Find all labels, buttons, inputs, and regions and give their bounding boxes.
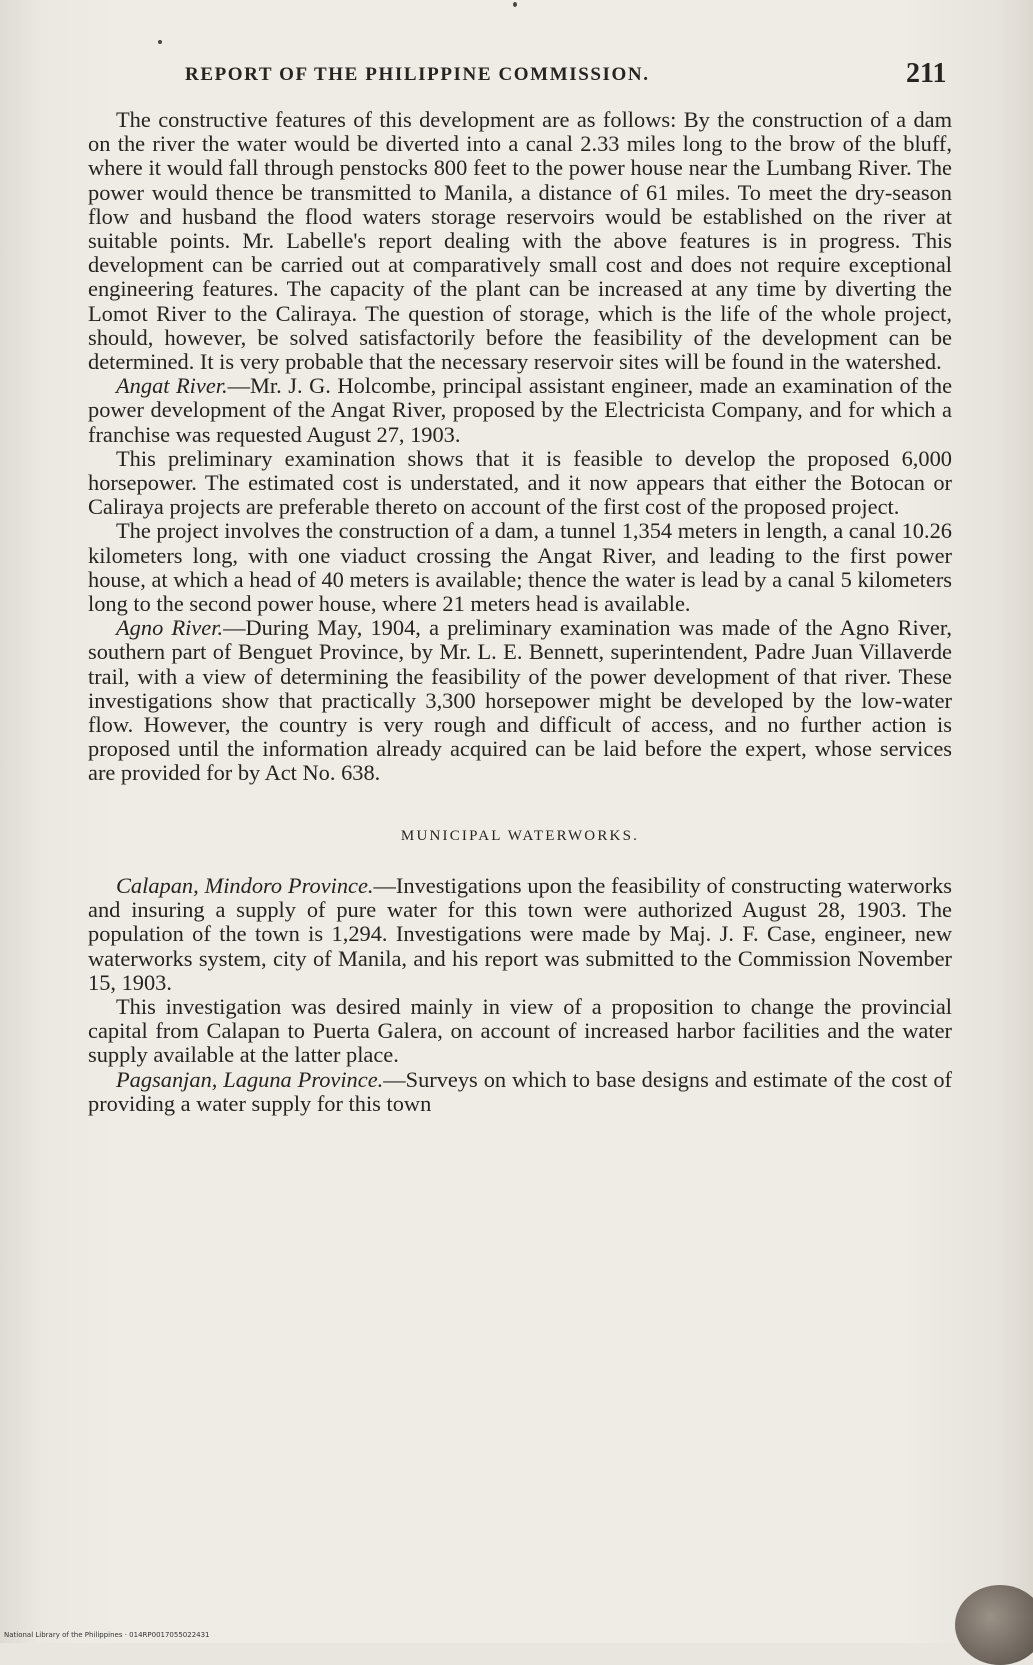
- page-header: [0, 58, 1033, 98]
- scan-credit: National Library of the Philippines · 014RP0017055022431: [4, 1631, 210, 1639]
- page-number: 211: [906, 58, 947, 89]
- agno-river-lead: Agno River.: [116, 615, 224, 641]
- body-text: [88, 108, 952, 1116]
- paragraph-investigation-desired: This investigation was desired mainly in view of a proposition to change the provincial capital from Calapan to Puerta Galera, on account of increased harbor facilities and the water supply available at the latter place.: [88, 993, 952, 1068]
- angat-river-lead: Angat River.: [116, 373, 228, 399]
- section-heading: MUNICIPAL WATERWORKS.: [400, 827, 640, 844]
- pagsanjan-lead: Pagsanjan, Laguna Province.: [116, 1066, 384, 1092]
- paragraph-pagsanjan: [88, 1068, 952, 1116]
- running-title: REPORT OF THE PHILIPPINE COMMISSION.: [185, 64, 650, 85]
- paragraph-constructive-features: The constructive features of this development are as follows: By the construction of a dam on the river the water would be diverted into a canal 2.33 miles long to the brow of the bluff, where it would fall through penstocks 800 feet to the power house near the Lumbang River. The power would thence be transmitted to Manila, a distance of 61 miles. To meet the dry-season flow and husband the flood waters storage reservoirs would be established on the river at suitable points. Mr. Labelle's report dealing with the above features is in progress. This development can be carried out at comparatively small cost and does not require exceptional engineering features. The capacity of the plant can be increased at any time by diverting the Lomot River to the Caliraya. The question of storage, which is the life of the whole project, should, however, be solved satisfactorily before the feasibility of the development can be determined. It is very probable that the necessary reservoir sites will be found in the watershed.: [88, 107, 952, 375]
- paragraph-angat-river: [88, 374, 952, 447]
- paragraph-agno-river: [88, 616, 952, 785]
- paragraph-preliminary-examination: This preliminary examination shows that it is feasible to develop the proposed 6,000 horsepower. The estimated cost is understated, and it now appears that either the Botocan or Caliraya projects are preferable thereto on account of the first cost of the proposed project.: [88, 445, 952, 520]
- calapan-text: —Investigations upon the feasibility of constructing waterworks and insuring a supply of pure water for this town were authorized August 28, 1903. The population of the town is 1,294. Investigations were made by Maj. J. F. Case, engineer, new waterworks system, city of Manila, and his report was submitted to the Commission November 15, 1903.: [88, 872, 953, 995]
- calapan-lead: Calapan, Mindoro Province.: [116, 872, 374, 898]
- pagsanjan-text: —Surveys on which to base designs and estimate of the cost of providing a water supply for this town: [88, 1066, 952, 1116]
- scanner-thumb: [955, 1585, 1033, 1665]
- paragraph-project-involves: The project involves the construction of a dam, a tunnel 1,354 meters in length, a canal 10.26 kilometers long, with one viaduct crossing the Angat River, and leading to the first power house, at which a head of 40 meters is available; thence the water is lead by a canal 5 kilometers long to the second power house, where 21 meters head is available.: [88, 518, 952, 617]
- angat-river-text: —Mr. J. G. Holcombe, principal assistant engineer, made an examination of the power development of the Angat River, proposed by the Electricista Company, and for which a franchise was requested August 27, 1903.: [88, 373, 953, 447]
- speck: [158, 40, 162, 44]
- speck: [513, 2, 517, 7]
- paragraph-calapan: [88, 874, 952, 995]
- agno-river-text: —During May, 1904, a preliminary examination was made of the Agno River, southern part of Benguet Province, by Mr. L. E. Bennett, superintendent, Padre Juan Villaverde trail, with a view of determining the feasibility of the power development of that river. These investigations show that practically 3,300 horsepower might be developed by the low-water flow. However, the country is very rough and difficult of access, and no further action is proposed until the information already acquired can be laid before the expert, whose services are provided for by Act No. 638.: [88, 615, 953, 786]
